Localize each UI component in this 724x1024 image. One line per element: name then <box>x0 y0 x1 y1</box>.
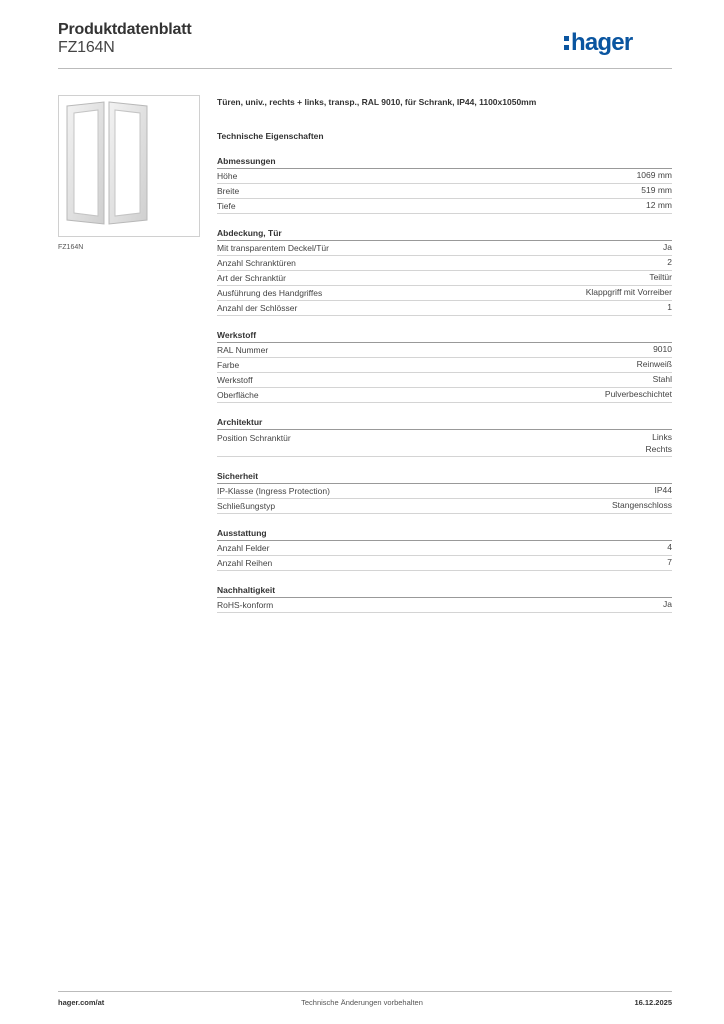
image-caption: FZ164N <box>58 244 84 251</box>
spec-label: Anzahl der Schlösser <box>217 303 298 313</box>
spec-value-line: 519 mm <box>641 185 672 195</box>
spec-value-line: Ja <box>663 242 672 252</box>
spec-row <box>217 286 672 301</box>
spec-label: Anzahl Reihen <box>217 558 273 568</box>
page-title: Produktdatenblatt <box>58 21 192 38</box>
section-title: Abdeckung, Tür <box>217 228 672 241</box>
product-code: FZ164N <box>58 39 115 56</box>
spec-label: RAL Nummer <box>217 345 269 355</box>
header-divider <box>58 68 672 69</box>
spec-value <box>653 373 672 385</box>
spec-value-line: IP44 <box>654 485 672 495</box>
spec-label: Mit transparentem Deckel/Tür <box>217 243 329 253</box>
spec-value <box>667 556 672 568</box>
spec-value-line: 2 <box>667 257 672 267</box>
spec-label: Art der Schranktür <box>217 273 286 283</box>
spec-label: Höhe <box>217 171 238 181</box>
hager-logo <box>564 28 632 58</box>
spec-label: Breite <box>217 186 240 196</box>
spec-row <box>217 241 672 256</box>
section-nachhaltigkeit <box>217 585 672 613</box>
spec-label: Tiefe <box>217 201 236 211</box>
spec-value <box>586 286 672 298</box>
spec-label: Schließungstyp <box>217 501 276 511</box>
spec-value <box>646 199 672 211</box>
spec-value-line: Stangenschloss <box>611 500 672 510</box>
section-ausstattung <box>217 528 672 571</box>
section-abmessungen <box>217 156 672 214</box>
spec-row <box>217 388 672 403</box>
product-description: Türen, univ., rechts + links, transp., RAL 9010, für Schrank, IP44, 1100x1050mm <box>217 97 537 107</box>
technical-sections <box>217 156 672 613</box>
spec-row <box>217 430 672 457</box>
section-title: Sicherheit <box>217 471 672 484</box>
spec-value-line: Rechts <box>645 444 672 454</box>
spec-value-line: 1069 mm <box>636 170 672 180</box>
section-sicherheit <box>217 471 672 514</box>
spec-label: Farbe <box>217 360 240 370</box>
spec-value-line: 7 <box>667 557 672 567</box>
double-door-icon <box>59 96 199 236</box>
spec-value <box>655 484 673 496</box>
spec-value-line: Stahl <box>652 374 672 384</box>
spec-value <box>605 388 672 400</box>
spec-value <box>653 343 672 355</box>
spec-label: Anzahl Felder <box>217 543 270 553</box>
spec-value-line: Reinweiß <box>636 359 672 369</box>
spec-row <box>217 271 672 286</box>
spec-row <box>217 598 672 613</box>
spec-label: Anzahl Schranktüren <box>217 258 296 268</box>
spec-row <box>217 184 672 199</box>
footer-notice: Technische Änderungen vorbehalten <box>301 998 423 1007</box>
spec-value-line: 9010 <box>653 344 672 354</box>
spec-value <box>663 598 672 610</box>
spec-value-line: Klappgriff mit Vorreiber <box>585 287 672 297</box>
product-details <box>217 96 672 613</box>
spec-value-line: 1 <box>667 302 672 312</box>
footer-divider <box>58 991 672 992</box>
spec-value-line: Teiltür <box>649 272 672 282</box>
section-title: Architektur <box>217 417 672 430</box>
spec-label: Ausführung des Handgriffes <box>217 288 323 298</box>
logo-colon-icon <box>564 36 569 50</box>
spec-label: Werkstoff <box>217 375 253 385</box>
technical-heading: Technische Eigenschaften <box>217 131 324 141</box>
spec-value <box>667 256 672 268</box>
footer-website: hager.com/at <box>58 998 105 1007</box>
spec-value <box>663 241 672 253</box>
spec-row <box>217 199 672 214</box>
spec-value <box>641 184 672 196</box>
spec-value <box>667 301 672 313</box>
spec-row <box>217 373 672 388</box>
spec-row <box>217 358 672 373</box>
spec-row <box>217 484 672 499</box>
spec-row <box>217 499 672 514</box>
spec-value <box>646 431 672 455</box>
spec-value <box>637 358 672 370</box>
section-title: Werkstoff <box>217 330 672 343</box>
section-title: Abmessungen <box>217 156 672 169</box>
spec-label: RoHS-konform <box>217 600 274 610</box>
spec-row <box>217 556 672 571</box>
section-abdeckung-tür <box>217 228 672 316</box>
spec-row <box>217 301 672 316</box>
spec-value <box>612 499 672 511</box>
spec-value-line: Pulverbeschichtet <box>604 389 672 399</box>
section-werkstoff <box>217 330 672 403</box>
section-architektur <box>217 417 672 457</box>
footer-date: 16.12.2025 <box>634 998 672 1007</box>
spec-value-line: 4 <box>667 542 672 552</box>
logo-text: hager <box>571 29 633 56</box>
spec-row <box>217 256 672 271</box>
spec-value-line: Links <box>652 432 672 442</box>
spec-row <box>217 169 672 184</box>
section-title: Nachhaltigkeit <box>217 585 672 598</box>
product-image <box>58 95 200 237</box>
spec-value <box>637 169 672 181</box>
spec-value-line: 12 mm <box>646 200 672 210</box>
spec-value-line: Ja <box>663 599 672 609</box>
spec-label: IP-Klasse (Ingress Protection) <box>217 486 330 496</box>
spec-value <box>667 541 672 553</box>
spec-value <box>649 271 672 283</box>
spec-row <box>217 343 672 358</box>
spec-label: Position Schranktür <box>217 433 291 443</box>
spec-row <box>217 541 672 556</box>
spec-label: Oberfläche <box>217 390 259 400</box>
section-title: Ausstattung <box>217 528 672 541</box>
